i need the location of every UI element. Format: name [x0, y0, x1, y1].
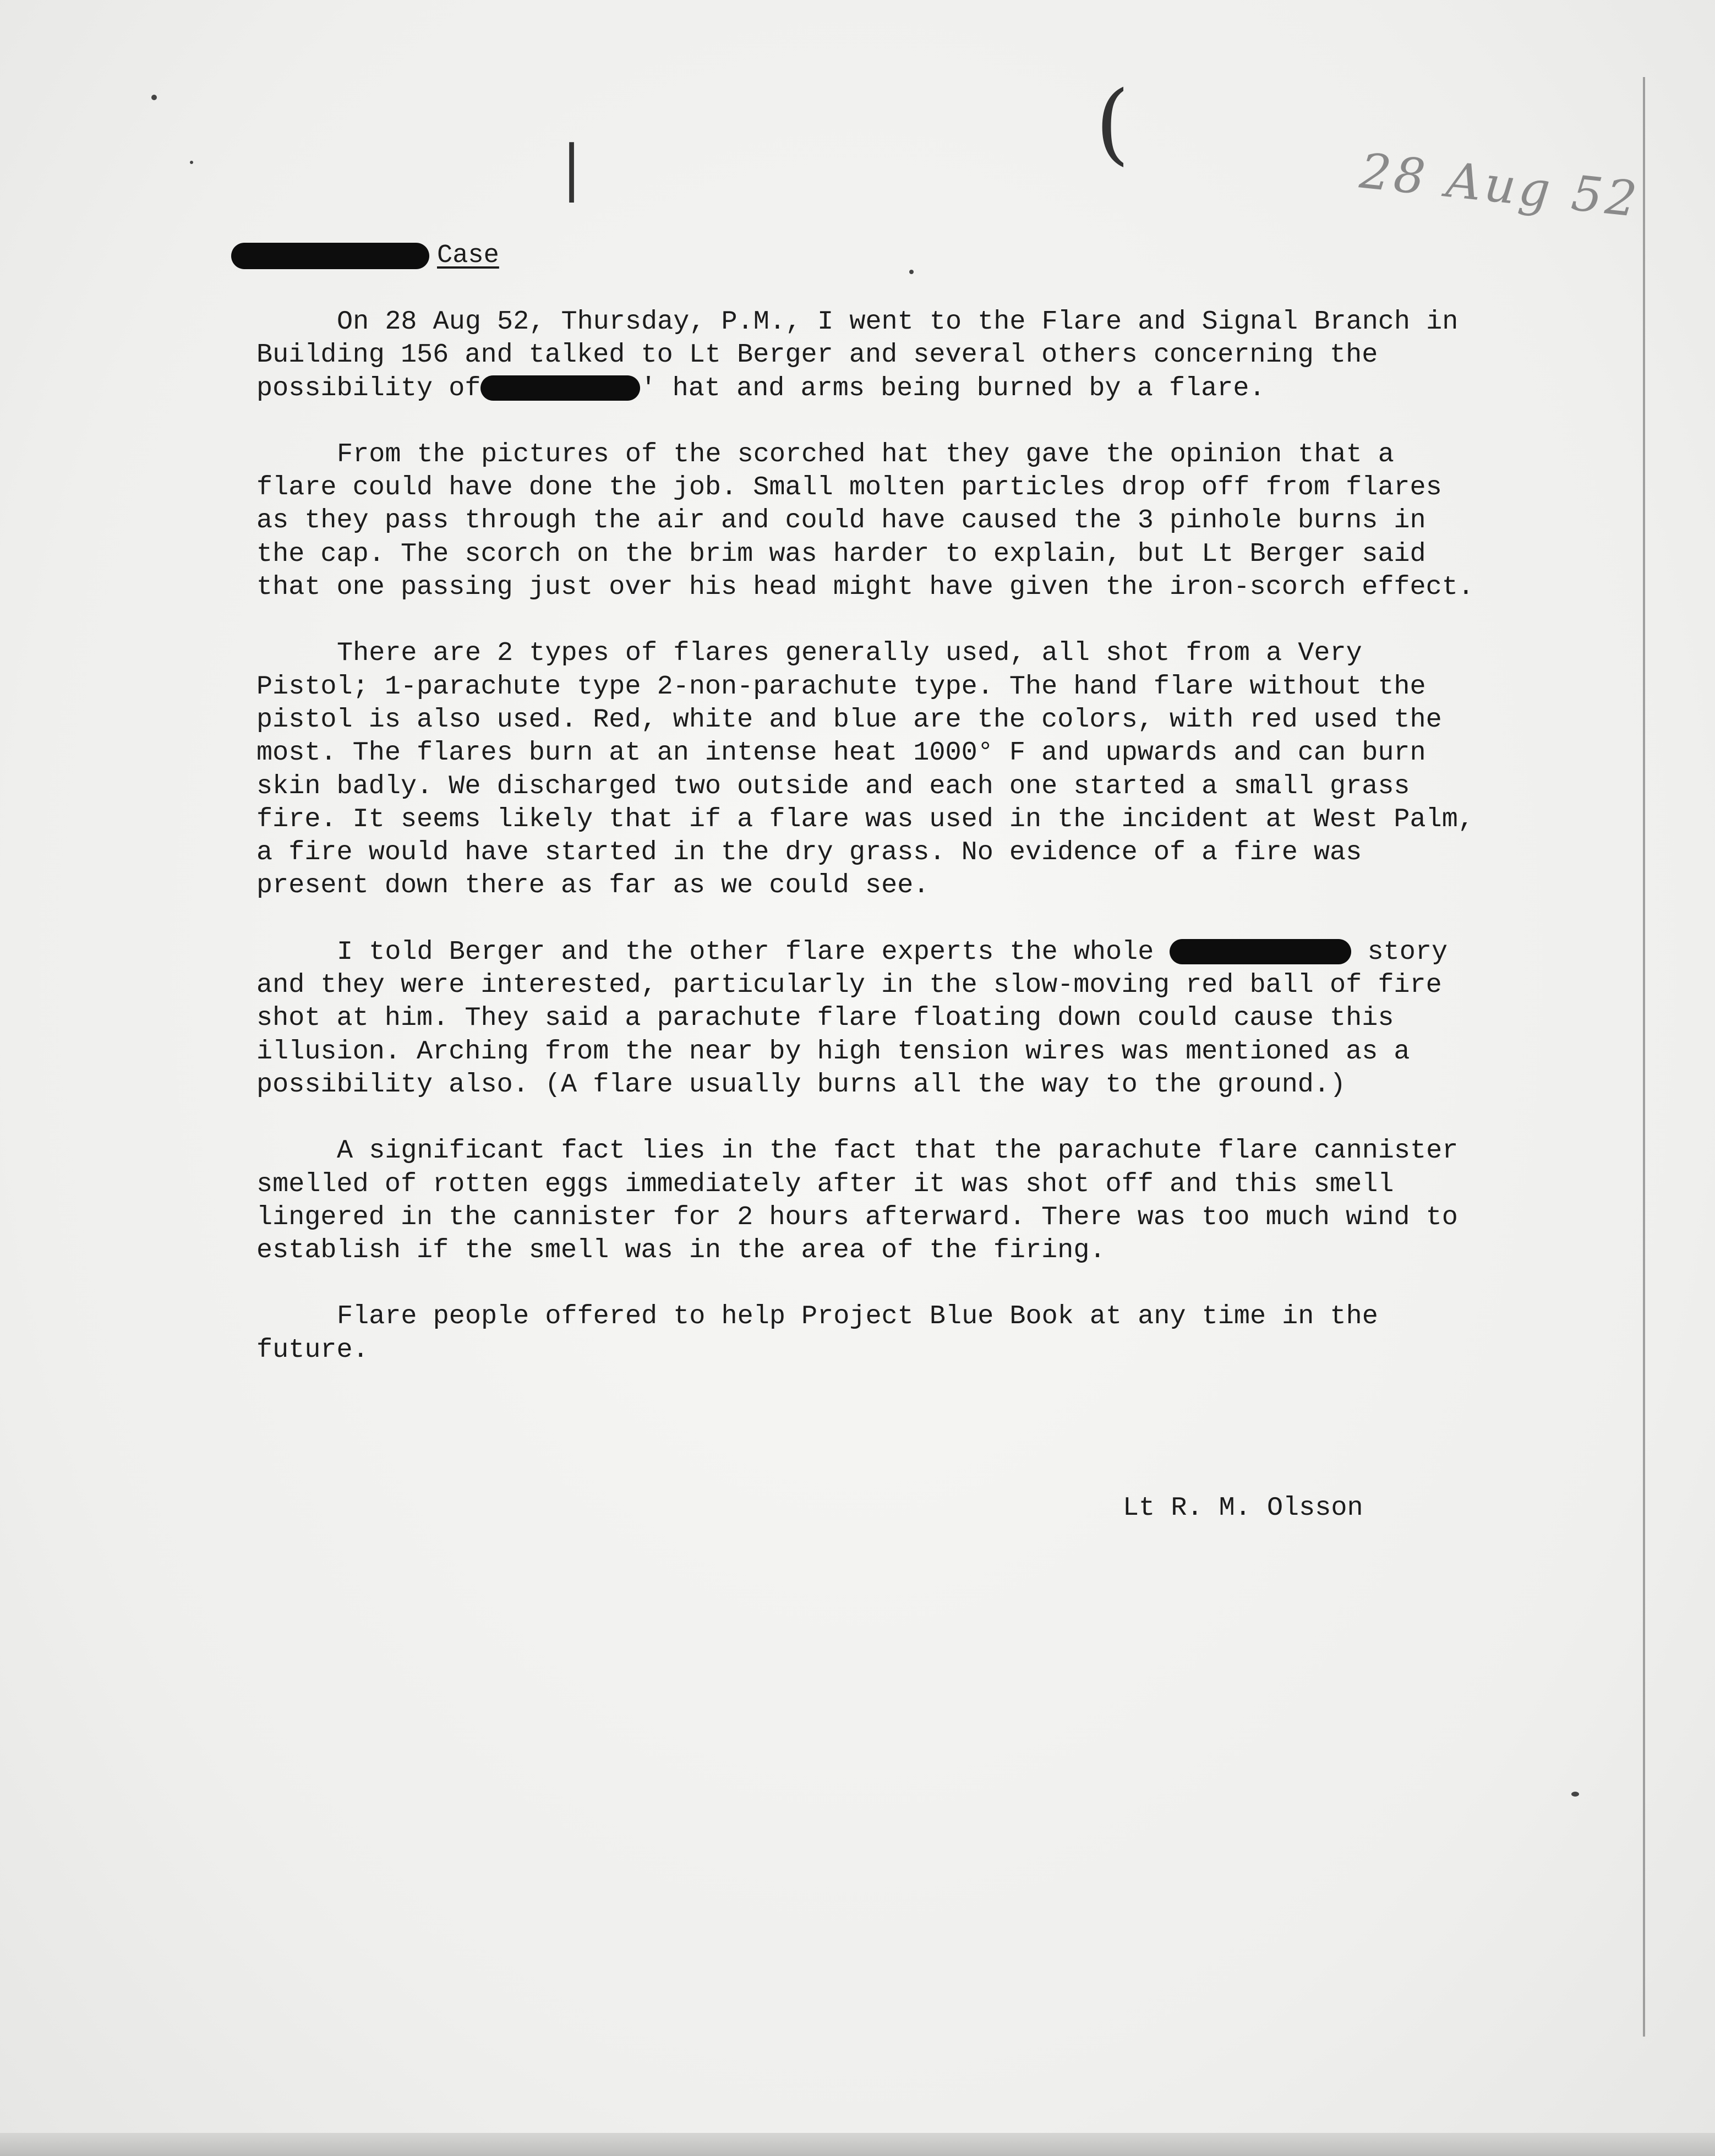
film-speck: [151, 95, 157, 100]
film-bottom-strip: [0, 2133, 1715, 2156]
signature: Lt R. M. Olsson: [1123, 1493, 1363, 1523]
paragraph-1-text-end: ' hat and arms being burned by a flare.: [640, 373, 1265, 403]
paragraph-4-text-end: story and they were interested, particularly in the slow-moving red ball of fire shot at him. They said a parachute flare floating down could cause this illusion. Arching from the near by high tension wires was mentioned as a possibility also. (A flare usually burns all the way to the ground.): [256, 936, 1464, 1100]
paragraph-2: From the pictures of the scorched hat they gave the opinion that a flare could have done the job. Small molten particles drop off from flares as they pass through the air and could have caused the 3 pinhole burns in the cap. The scorch on the brim was harder to explain, but Lt Berger said that one passing just over his head might have given the iron-scorch effect.: [256, 439, 1474, 603]
memo-body: [256, 305, 1489, 1400]
redaction-mark: [231, 243, 429, 269]
handwritten-date: 28 Aug 52: [1357, 142, 1643, 228]
paragraph-6: Flare people offered to help Project Blue Book at any time in the future.: [256, 1301, 1394, 1365]
case-title-text: Case: [437, 241, 499, 270]
redaction-mark: [480, 375, 640, 401]
case-title: [231, 241, 499, 270]
handwritten-mark: |: [561, 132, 582, 203]
film-speck: [909, 270, 914, 274]
paragraph-4: [256, 936, 1489, 1101]
paragraph-1: [256, 305, 1489, 405]
redaction-mark: [1170, 939, 1351, 964]
film-speck: [190, 161, 193, 164]
film-speck: [1571, 1792, 1579, 1797]
paragraph-3: There are 2 types of flares generally used, all shot from a Very Pistol; 1-parachute type 2-non-parachute type. The hand flare without the pistol is also used. Red, white and blue are the colors, with red used the most. The flares burn at an intense heat 1000° F and upwards and can burn skin badly. We discharged two outside and each one started a small grass fire. It seems likely that if a flare was used in the incident at West Palm, a fire would have started in the dry grass. No evidence of a fire was present down there as far as we could see.: [256, 638, 1490, 901]
paragraph-4-text: I told Berger and the other flare experts the whole: [337, 936, 1154, 967]
handwritten-mark: (: [1095, 72, 1130, 174]
page-edge-shadow: [1643, 77, 1645, 2037]
paragraph-5: A significant fact lies in the fact that the parachute flare cannister smelled of rotten eggs immediately after it was shot off and this smell lingered in the cannister for 2 hours afterward. There was too much wind to establish if the smell was in the area of the firing.: [256, 1136, 1474, 1266]
paragraph-1-text: On 28 Aug 52, Thursday, P.M., I went to the Flare and Signal Branch in Building 156 and talked to Lt Berger and several others concerning the possibility of: [256, 307, 1474, 403]
